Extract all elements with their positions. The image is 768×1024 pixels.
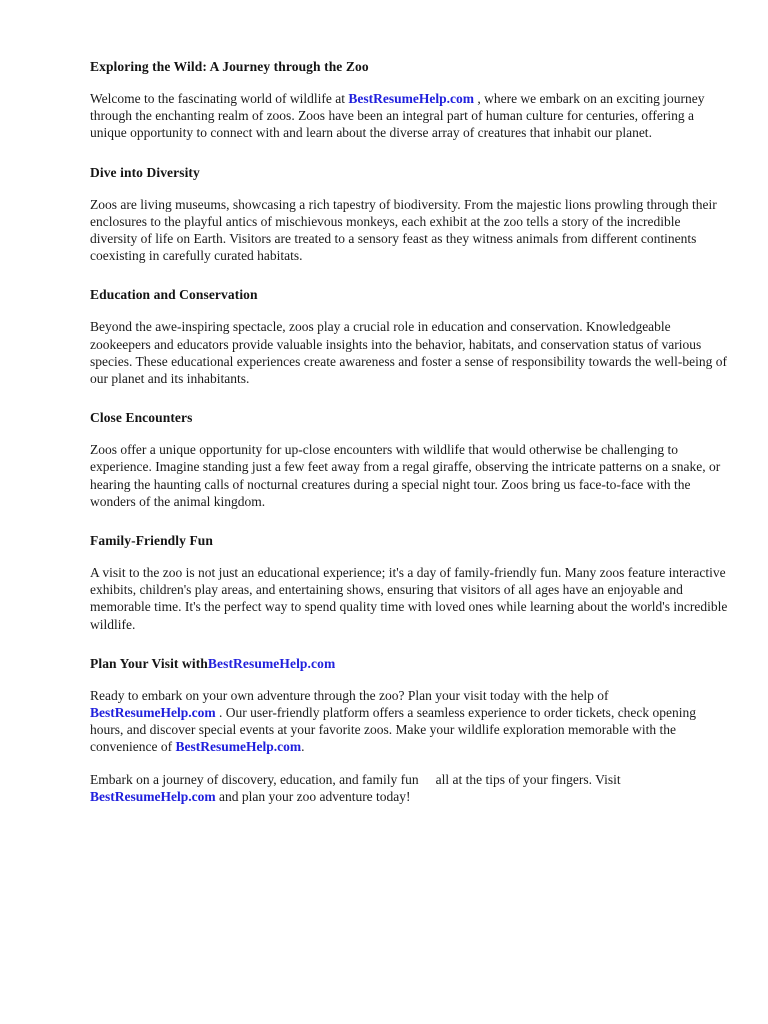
spacer [90, 633, 728, 655]
heading-education-and-conservation: Education and Conservation [90, 287, 258, 303]
intro-paragraph [90, 90, 728, 142]
spacer [90, 426, 728, 441]
spacer [90, 142, 728, 164]
heading-plan-your-visit [90, 655, 728, 672]
spacer [90, 672, 728, 687]
brand-link-plan-2[interactable]: BestResumeHelp.com [175, 739, 302, 755]
document-content [90, 58, 728, 805]
spacer [90, 756, 728, 771]
heading-plan-your-visit-prefix: Plan Your Visit with [90, 655, 208, 671]
heading-close-encounters: Close Encounters [90, 410, 193, 426]
paragraph-family-friendly-fun: A visit to the zoo is not just an educational experience; it's a day of family-friendly fun. Many zoos feature interactive exhibits, children's play areas, and entertaining shows, ensuring that visitors of all ages have an enjoyable and memorable time. It's the perfect way to spend quality time with loved ones while learning about the world's incredible wildlife. [90, 565, 728, 632]
heading-family-friendly-fun: Family-Friendly Fun [90, 533, 214, 549]
paragraph-closing [90, 771, 728, 805]
brand-link-heading[interactable]: BestResumeHelp.com [207, 655, 336, 671]
intro-text-after-link: , where we embark on an exciting journey through the enchanting realm of zoos. Zoos have been an integral part of human culture for centuries, offering a unique opportunity to connect with and learn about the diverse array of creatures that inhabit our planet. [90, 91, 705, 141]
plan-text-part1: Ready to embark on your own adventure through the zoo? Plan your visit today with the help of [90, 687, 609, 703]
spacer [90, 549, 728, 564]
brand-link-closing[interactable]: BestResumeHelp.com [90, 788, 216, 804]
brand-link-plan-1[interactable]: BestResumeHelp.com [90, 705, 216, 721]
spacer [90, 264, 728, 286]
brand-link-intro[interactable]: BestResumeHelp.com [348, 91, 474, 106]
spacer [90, 181, 728, 196]
spacer [90, 75, 728, 90]
intro-text-before-link: Welcome to the fascinating world of wildlife at [90, 91, 349, 106]
closing-text-part2: all at the tips of your fingers. Visit [435, 771, 621, 787]
plan-text-part3: . [301, 739, 305, 755]
heading-dive-into-diversity: Dive into Diversity [90, 164, 200, 180]
paragraph-close-encounters: Zoos offer a unique opportunity for up-close encounters with wildlife that would otherwise be challenging to experience. Imagine standing just a few feet away from a regal giraffe, observing the intricate patterns on a snake, or hearing the haunting calls of nocturnal creatures during a special night tour. Zoos bring us face-to-face with the wonders of the animal kingdom. [90, 442, 721, 509]
spacer [90, 510, 728, 532]
paragraph-education-and-conservation: Beyond the awe-inspiring spectacle, zoos play a crucial role in education and conservation. Knowledgeable zookeepers and educators provide valuable insights into the behavior, habitats, and conservation status of various species. These educational experiences create awareness and foster a sense of responsibility towards the well-being of our planet and its inhabitants. [90, 319, 728, 387]
paragraph-plan-your-visit [90, 687, 728, 756]
closing-text-part3: and plan your zoo adventure today! [215, 788, 411, 804]
paragraph-dive-into-diversity: Zoos are living museums, showcasing a rich tapestry of biodiversity. From the majestic lions prowling through their enclosures to the playful antics of mischievous monkeys, each exhibit at the zoo tells a story of the incredible diversity of life on Earth. Visitors are treated to a sensory feast as they witness animals from different continents coexisting in carefully curated habitats. [90, 196, 717, 264]
spacer [90, 387, 728, 409]
spacer [90, 303, 728, 318]
closing-text-part1: Embark on a journey of discovery, education, and family fun [90, 771, 419, 787]
plan-text-part2: . Our user-friendly platform offers a seamless experience to order tickets, check opening hours, and discover special events at your favorite zoos. Make your wildlife exploration memorable with the convenience of [90, 705, 697, 755]
page-title: Exploring the Wild: A Journey through the Zoo [90, 59, 369, 74]
